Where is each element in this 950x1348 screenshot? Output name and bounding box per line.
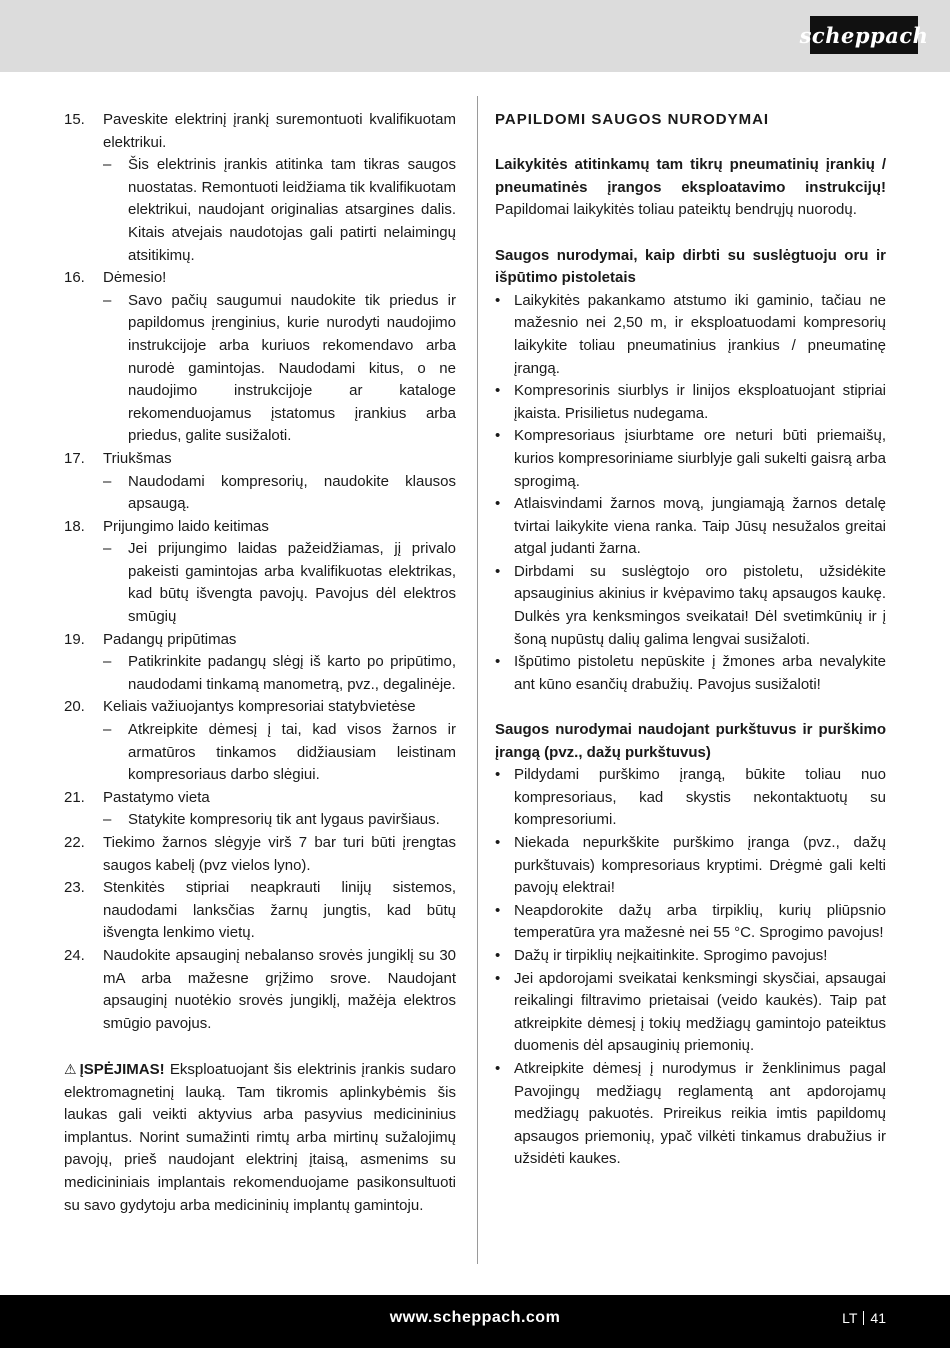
list-item bbox=[64, 448, 456, 471]
spacer bbox=[495, 222, 886, 245]
list-item bbox=[64, 787, 456, 810]
bullet-marker: • bbox=[495, 382, 501, 400]
bullet-marker: • bbox=[495, 969, 501, 987]
sub-item bbox=[64, 290, 456, 448]
sub-item-text: Šis elektrinis įrankis atitinka tam tikras saugos nuostatas. Remontuoti leidžiama tik kvalifikuotam elektrikui, naudojant originalias atsargines dalis. Kitais atvejais naudotojas gali patirti nelaimingų atsitikimų. bbox=[128, 156, 456, 264]
bullet-marker: • bbox=[495, 562, 501, 580]
sub-item-text: Statykite kompresorių tik ant lygaus paviršiaus. bbox=[128, 811, 440, 829]
dash-marker: – bbox=[103, 653, 112, 671]
item-text: Paveskite elektrinį įrankį suremontuoti kvalifikuotam elektrikui. bbox=[103, 111, 456, 151]
bullet-item bbox=[495, 900, 886, 945]
footer-bar bbox=[0, 1295, 950, 1348]
spacer bbox=[495, 132, 886, 155]
bullet-text: Kompresorinis siurblys ir linijos eksploatuojant stipriai įkaista. Prisilietus nudegama. bbox=[514, 382, 886, 422]
item-text: Stenkitės stipriai neapkrauti linijų sistemos, naudodami lanksčias žarnų jungtis, kad būtų išvengta lenkimo vietų. bbox=[103, 879, 456, 942]
list-item bbox=[64, 267, 456, 290]
page-indicator bbox=[842, 1310, 886, 1326]
bullet-item bbox=[495, 945, 886, 968]
bullet-text: Laikykitės pakankamo atstumo iki gaminio, tačiau ne mažesnio nei 2,50 m, ir eksploatuodami kompresorių laikykite toliau pneumatinius įrankius / pneumatinę įrangą. bbox=[514, 291, 886, 377]
dash-marker: – bbox=[103, 540, 112, 558]
sub-item bbox=[64, 154, 456, 267]
sub-item-text: Patikrinkite padangų slėgį iš karto po pripūtimo, naudodami tinkamą manometrą, pvz., degalinėje. bbox=[128, 653, 456, 693]
separator bbox=[863, 1311, 864, 1325]
sub-item-text: Atkreipkite dėmesį į tai, kad visos žarnos ir armatūros tinkamos didžiausiam leistinam kompresoriaus darbo slėgiui. bbox=[128, 721, 456, 784]
bullet-marker: • bbox=[495, 427, 501, 445]
right-column bbox=[495, 109, 886, 1171]
warning-text: Eksploatuojant šis elektrinis įrankis sudaro elektromagnetinį lauką. Tam tikromis aplinkybėmis šis laukas gali veikti aktyvius arba pasyvius medicininius implantus. Norint sumažinti rimtų arba mirtinų sužalojimų pavojų, prieš naudojant elektrinį įtaisą, asmenims su medicininiais implantais rekomenduojame pasikonsultuoti su savo gydytoju arba medicininių implantų gamintoju. bbox=[64, 1060, 456, 1214]
item-text: Dėmesio! bbox=[103, 269, 167, 287]
item-text: Prijungimo laido keitimas bbox=[103, 517, 269, 535]
list-item bbox=[64, 109, 456, 154]
bullet-text: Neapdorokite dažų arba tirpiklių, kurių pliūpsnio temperatūra yra mažesnė nei 55 °C. Sprogimo pavojus! bbox=[514, 901, 886, 942]
spacer bbox=[64, 1035, 456, 1058]
item-number: 19. bbox=[64, 630, 85, 648]
item-number: 17. bbox=[64, 449, 85, 467]
bullet-marker: • bbox=[495, 1059, 501, 1077]
bullet-marker: • bbox=[495, 653, 501, 671]
item-text: Naudokite apsauginį nebalanso srovės jungiklį su 30 mA arba mažesne grįžimo srove. Naudojant apsauginį nuotėkio srovės jungiklį, mažėja elektros smūgio pavojus. bbox=[103, 946, 456, 1032]
item-number: 20. bbox=[64, 698, 85, 716]
warning-triangle-icon: ⚠ bbox=[64, 1060, 77, 1077]
bullet-text: Dirbdami su suslėgtojo oro pistoletu, užsidėkite apsauginius akinius ir kvėpavimo takų apsaugos kaukę. Dulkės yra kenksmingos sveikatai! Dėl svetimkūnių ir į šoną nupūstų dalių galima lengvai susižaloti. bbox=[514, 562, 886, 648]
dash-marker: – bbox=[103, 156, 112, 174]
dash-marker: – bbox=[103, 721, 112, 739]
intro-paragraph bbox=[495, 154, 886, 222]
section-heading: PAPILDOMI SAUGOS NURODYMAI bbox=[495, 111, 770, 128]
sub-item-text: Naudodami kompresorių, naudokite klausos apsaugą. bbox=[128, 472, 456, 513]
sub-item bbox=[64, 471, 456, 516]
spacer bbox=[495, 696, 886, 719]
intro-bold: Laikykitės atitinkamų tam tikrų pneumatinių įrankių / pneumatinės įrangos eksploatavimo instrukcijų! bbox=[495, 156, 886, 196]
item-number: 15. bbox=[64, 111, 85, 128]
item-text: Triukšmas bbox=[103, 449, 172, 467]
list-item bbox=[64, 877, 456, 945]
item-text: Keliais važiuojantys kompresoriai statybvietėse bbox=[103, 698, 416, 716]
item-number: 22. bbox=[64, 834, 85, 851]
item-number: 24. bbox=[64, 946, 85, 964]
left-column bbox=[64, 109, 456, 1217]
bullet-item bbox=[495, 290, 886, 380]
bullet-text: Atkreipkite dėmesį į nurodymus ir ženklinimus pagal Pavojingų medžiagų reglamentą ant apdorojamų medžiagų pakuotės. Prireikus reikia imtis papildomų apsaugos priemonių, ypač vilkėti tinkamus drabužius ir užsidėti kaukes. bbox=[514, 1059, 886, 1168]
bullet-item bbox=[495, 380, 886, 425]
bullet-marker: • bbox=[495, 946, 501, 964]
header-bar bbox=[0, 0, 950, 72]
warning-paragraph bbox=[64, 1058, 456, 1217]
bullet-item bbox=[495, 561, 886, 651]
item-text: Tiekimo žarnos slėgyje virš 7 bar turi būti įrengtas saugos kabelį (pvz vielos lyno). bbox=[103, 834, 456, 874]
item-number: 23. bbox=[64, 879, 85, 897]
dash-marker: – bbox=[103, 472, 112, 490]
dash-marker: – bbox=[103, 291, 112, 309]
subsection-title: Saugos nurodymai naudojant purkštuvus ir purškimo įrangą (pvz., dažų purkštuvus) bbox=[495, 721, 886, 761]
sub-item bbox=[64, 719, 456, 787]
bullet-item bbox=[495, 651, 886, 696]
bullet-text: Niekada nepurkškite purškimo įranga (pvz., dažų purkštuvais) kompresoriaus kryptimi. Drėgmė gali kelti pavojų elektrai! bbox=[514, 834, 886, 897]
bullet-item bbox=[495, 1058, 886, 1171]
bullet-text: Jei apdorojami sveikatai kenksmingi skysčiai, apsaugai reikalingi filtravimo prietaisai (veido kaukės). Taip pat atkreipkite dėmesį į tokių medžiagų gamintojo pateiktus duomenis dėl apsauginių priemonių. bbox=[514, 969, 886, 1055]
item-number: 21. bbox=[64, 788, 85, 806]
list-item bbox=[64, 945, 456, 1035]
bullet-item bbox=[495, 493, 886, 561]
list-item bbox=[64, 832, 456, 877]
item-number: 18. bbox=[64, 517, 85, 535]
bullet-marker: • bbox=[495, 291, 501, 309]
website-link[interactable]: www.scheppach.com bbox=[389, 1309, 561, 1326]
item-number: 16. bbox=[64, 269, 85, 287]
bullet-marker: • bbox=[495, 766, 501, 784]
bullet-text: Atlaisvindami žarnos movą, jungiamąją žarnos detalę tvirtai laikykite viena ranka. Taip Jūsų nesužalos greitai atgal judanti žarna. bbox=[514, 495, 886, 558]
warning-label: ĮSPĖJIMAS! bbox=[79, 1060, 165, 1078]
sub-item-text: Savo pačių saugumui naudokite tik priedus ir papildomus įrenginius, kurie nurodyti naudojimo instrukcijoje arba kuriuos rekomendavo arba nurodė gamintojas. Naudodami kitus, o ne naudojimo instrukcijoje ar kataloge rekomenduojamus įstatomus įrankius arba priedus, galite susižaloti. bbox=[128, 291, 456, 445]
sub-item-text: Jei prijungimo laidas pažeidžiamas, jį privalo pakeisti gamintojas arba kvalifikuotas elektrikas, kad būtų išvengta pavojų. Pavojus dėl elektros smūgių bbox=[128, 540, 456, 626]
sub-item bbox=[64, 538, 456, 628]
bullet-marker: • bbox=[495, 495, 501, 513]
dash-marker: – bbox=[103, 811, 112, 829]
language-code: LT bbox=[842, 1310, 858, 1326]
bullet-text: Kompresoriaus įsiurbtame ore neturi būti priemaišų, kurios kompresoriniame siurblyje gali sukelti gaisrą arba sprogimą. bbox=[514, 427, 886, 490]
item-text: Pastatymo vieta bbox=[103, 788, 210, 806]
bullet-item bbox=[495, 968, 886, 1058]
bullet-text: Dažų ir tirpiklių neįkaitinkite. Sprogimo pavojus! bbox=[514, 946, 828, 964]
item-text: Padangų pripūtimas bbox=[103, 630, 237, 648]
bullet-marker: • bbox=[495, 901, 501, 919]
bullet-text: Išpūtimo pistoletu nepūskite į žmones arba nevalykite ant kūno esančių drabužių. Pavojus susižaloti! bbox=[514, 653, 886, 693]
intro-text: Papildomai laikykitės toliau pateiktų bendrųjų nuorodų. bbox=[495, 201, 857, 219]
bullet-item bbox=[495, 832, 886, 900]
bullet-text: Pildydami purškimo įrangą, būkite toliau nuo kompresoriaus, kad skystis nekontaktuotų su kompresoriumi. bbox=[514, 766, 886, 829]
page-number: 41 bbox=[870, 1310, 886, 1326]
sub-item bbox=[64, 809, 456, 832]
column-divider bbox=[477, 96, 478, 1264]
list-item bbox=[64, 516, 456, 539]
list-item bbox=[64, 629, 456, 652]
sub-item bbox=[64, 651, 456, 696]
bullet-item bbox=[495, 425, 886, 493]
list-item bbox=[64, 696, 456, 719]
subsection-title: Saugos nurodymai, kaip dirbti su suslėgtuoju oru ir išpūtimo pistoletais bbox=[495, 246, 886, 287]
brand-logo: scheppach bbox=[810, 16, 918, 54]
bullet-item bbox=[495, 764, 886, 832]
bullet-marker: • bbox=[495, 834, 501, 851]
